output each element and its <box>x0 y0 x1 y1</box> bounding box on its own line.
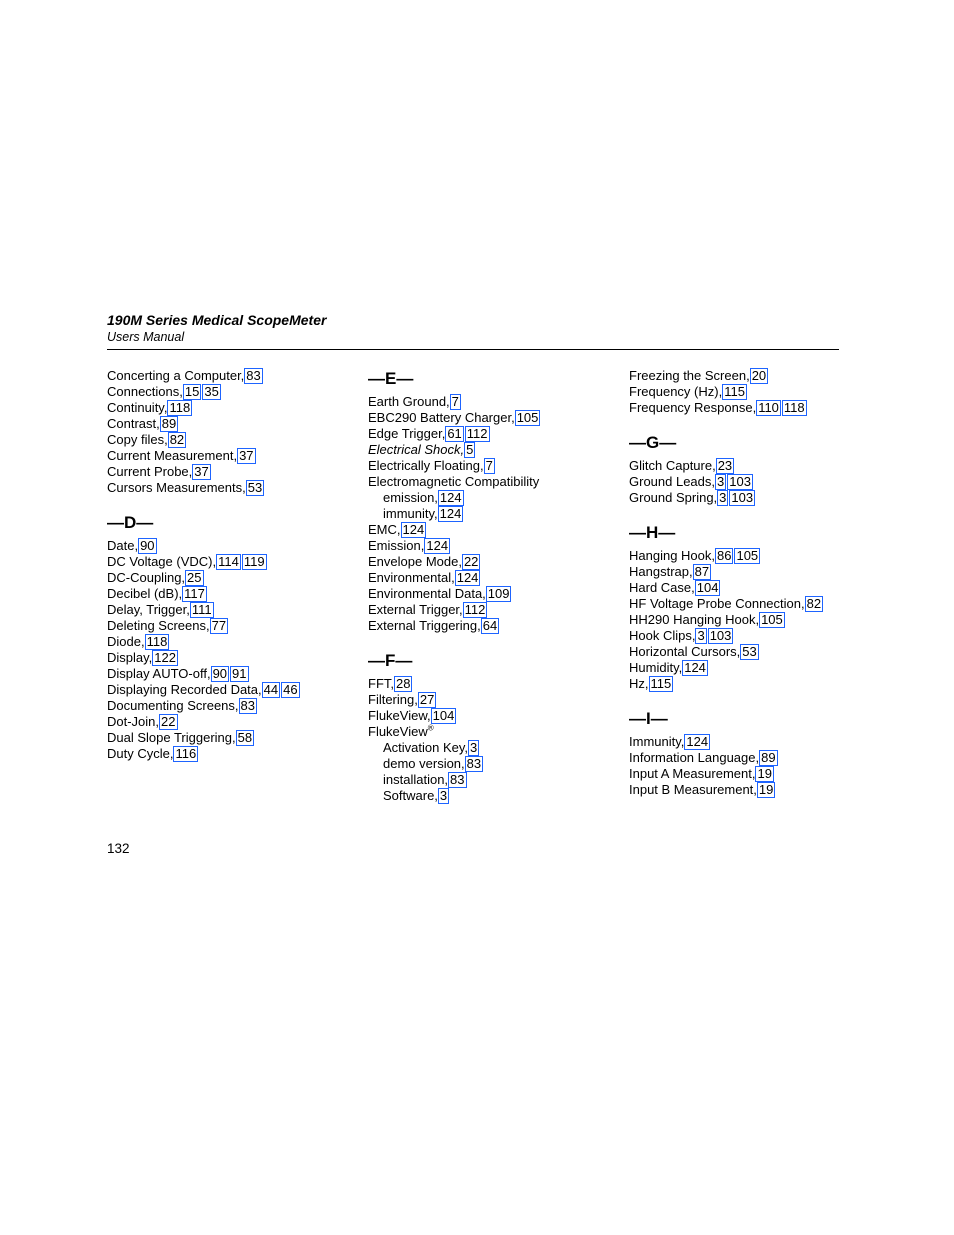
index-term: Environmental Data, <box>368 586 486 601</box>
index-entry <box>629 564 859 580</box>
index-entry <box>368 602 618 618</box>
index-entry <box>629 596 859 612</box>
index-column-1 <box>107 368 357 762</box>
page-link[interactable]: 58 <box>237 729 253 745</box>
page-link[interactable]: 46 <box>283 681 298 697</box>
page-link[interactable]: 37 <box>194 463 209 479</box>
section-heading: —I— <box>629 709 668 728</box>
index-entry <box>107 682 357 698</box>
page-link[interactable]: 44 <box>263 681 279 697</box>
index-term: Hard Case, <box>629 580 695 595</box>
index-entry <box>629 612 859 628</box>
index-term: Duty Cycle, <box>107 746 174 761</box>
index-entry <box>107 416 357 432</box>
index-entry <box>629 580 859 596</box>
index-section <box>629 522 859 692</box>
page-link[interactable]: 115 <box>724 383 745 399</box>
page-link[interactable]: 117 <box>184 585 205 601</box>
index-entry <box>368 618 618 634</box>
index-entry <box>629 766 859 782</box>
index-entry <box>368 708 618 724</box>
index-section <box>107 368 357 496</box>
index-term: Display, <box>107 650 153 665</box>
page-link[interactable]: 3 <box>717 473 725 489</box>
page-link[interactable]: 124 <box>439 505 462 521</box>
page-link[interactable]: 91 <box>232 665 247 681</box>
index-subentry <box>368 490 618 506</box>
index-entry <box>107 432 357 448</box>
index-term: Decibel (dB), <box>107 586 183 601</box>
index-entry <box>107 538 357 554</box>
page-link[interactable]: 124 <box>686 733 709 749</box>
page-link[interactable]: 64 <box>482 617 498 633</box>
index-entry <box>368 554 618 570</box>
index-entry <box>107 714 357 730</box>
index-term: Ground Leads, <box>629 474 716 489</box>
index-term: Display AUTO-off, <box>107 666 211 681</box>
page-link[interactable]: 15 <box>184 383 200 399</box>
registered-mark: ® <box>427 723 434 733</box>
index-term: Diode, <box>107 634 145 649</box>
index-term: Connections, <box>107 384 183 399</box>
index-entry <box>107 384 357 400</box>
page-link[interactable]: 3 <box>719 489 727 505</box>
index-entry <box>368 474 618 490</box>
index-entry <box>629 490 859 506</box>
page-link[interactable]: 124 <box>684 659 706 675</box>
index-term: HH290 Hanging Hook, <box>629 612 760 627</box>
page-link[interactable]: 118 <box>169 399 191 415</box>
index-term: EMC, <box>368 522 401 537</box>
index-entry <box>107 368 357 384</box>
index-entry <box>629 750 859 766</box>
index-term: Filtering, <box>368 692 418 707</box>
index-entry <box>629 644 859 660</box>
page-link[interactable]: 83 <box>466 755 482 771</box>
page-link[interactable]: 118 <box>146 633 168 649</box>
page-link[interactable]: 3 <box>439 787 448 803</box>
index-term: Current Measurement, <box>107 448 238 463</box>
index-term: Horizontal Cursors, <box>629 644 741 659</box>
index-term: Documenting Screens, <box>107 698 239 713</box>
index-entry <box>107 634 357 650</box>
page-link[interactable]: 103 <box>729 473 751 489</box>
index-entry <box>107 400 357 416</box>
page-link[interactable]: 112 <box>464 601 486 617</box>
index-entry <box>629 660 859 676</box>
index-term: Immunity, <box>629 734 685 749</box>
index-entry <box>629 734 859 750</box>
header-divider <box>107 349 839 350</box>
page-link[interactable]: 104 <box>432 707 455 723</box>
page-link[interactable]: 27 <box>419 691 435 707</box>
index-term: Electrically Floating, <box>368 458 484 473</box>
index-entry <box>629 400 859 416</box>
index-entry <box>368 394 618 410</box>
page-link[interactable]: 53 <box>247 479 263 495</box>
index-entry <box>107 698 357 714</box>
index-term: Date, <box>107 538 139 553</box>
index-entry <box>107 570 357 586</box>
page-link[interactable]: 109 <box>487 585 510 601</box>
page-link[interactable]: 20 <box>751 367 767 383</box>
index-entry <box>107 602 357 618</box>
index-term: Edge Trigger, <box>368 426 446 441</box>
page-link[interactable]: 3 <box>470 739 478 755</box>
index-entry <box>629 628 859 644</box>
index-term: DC-Coupling, <box>107 570 186 585</box>
section-heading: —F— <box>368 651 413 670</box>
index-entry <box>107 650 357 666</box>
page-link[interactable]: 124 <box>456 569 479 585</box>
index-term: Hangstrap, <box>629 564 693 579</box>
index-term: Dual Slope Triggering, <box>107 730 236 745</box>
index-term: EBC290 Battery Charger, <box>368 410 515 425</box>
index-entry <box>107 746 357 762</box>
index-term: Delay, Trigger, <box>107 602 190 617</box>
index-term: Electromagnetic Compatibility <box>368 474 540 489</box>
index-term: Information Language, <box>629 750 760 765</box>
page-link[interactable]: 103 <box>731 489 754 505</box>
index-term: DC Voltage (VDC), <box>107 554 217 569</box>
index-entry <box>107 448 357 464</box>
index-section <box>629 432 859 506</box>
page-link[interactable]: 90 <box>212 665 228 681</box>
index-term: Hook Clips, <box>629 628 696 643</box>
index-term: FlukeView <box>368 724 428 739</box>
index-term: Deleting Screens, <box>107 618 210 633</box>
section-heading: —G— <box>629 433 677 452</box>
page-link[interactable]: 35 <box>204 383 219 399</box>
index-term: FlukeView, <box>368 708 431 723</box>
index-term: installation, <box>383 772 449 787</box>
index-entry <box>629 368 859 384</box>
section-heading: —D— <box>107 513 154 532</box>
index-entry <box>368 410 618 426</box>
page-link[interactable]: 19 <box>758 781 774 797</box>
page-link[interactable]: 53 <box>742 643 757 659</box>
index-column-2 <box>368 368 618 804</box>
page-link[interactable]: 124 <box>439 489 462 505</box>
index-entry <box>107 554 357 570</box>
page-link[interactable]: 118 <box>783 399 805 415</box>
page-link[interactable]: 119 <box>243 553 265 569</box>
index-term: Concerting a Computer, <box>107 368 245 383</box>
index-term: Current Probe, <box>107 464 193 479</box>
index-term: Humidity, <box>629 660 683 675</box>
index-entry <box>107 480 357 496</box>
index-entry <box>368 724 618 740</box>
page-link[interactable]: 82 <box>169 431 185 447</box>
index-term: Software, <box>383 788 438 803</box>
index-term: Envelope Mode, <box>368 554 462 569</box>
index-term: immunity, <box>383 506 438 521</box>
index-entry <box>107 730 357 746</box>
index-term: Frequency (Hz), <box>629 384 723 399</box>
page-link[interactable]: 111 <box>191 601 212 617</box>
index-term: Frequency Response, <box>629 400 757 415</box>
page-link[interactable]: 3 <box>697 627 705 643</box>
index-subentry <box>368 788 618 804</box>
page-link[interactable]: 82 <box>806 595 822 611</box>
index-section <box>107 512 357 762</box>
index-subentry <box>368 772 618 788</box>
page-link[interactable]: 122 <box>154 649 176 665</box>
page-link[interactable]: 83 <box>246 367 261 383</box>
page-link[interactable]: 86 <box>717 547 732 563</box>
index-term: Cursors Measurements, <box>107 480 246 495</box>
index-entry <box>368 570 618 586</box>
index-entry <box>368 538 618 554</box>
page-link[interactable]: 112 <box>466 425 488 441</box>
section-heading: —H— <box>629 523 676 542</box>
index-term: Electrical Shock, <box>368 442 465 457</box>
page-link[interactable]: 37 <box>239 447 254 463</box>
index-entry <box>107 586 357 602</box>
index-term: FFT, <box>368 676 394 691</box>
index-term: Input B Measurement, <box>629 782 757 797</box>
index-term: Copy files, <box>107 432 168 447</box>
index-entry <box>629 458 859 474</box>
manual-title: 190M Series Medical ScopeMeter <box>107 312 327 328</box>
index-term: Contrast, <box>107 416 160 431</box>
index-entry <box>368 426 618 442</box>
page-link[interactable]: 89 <box>761 749 776 765</box>
page-link[interactable]: 105 <box>736 547 759 563</box>
index-entry <box>368 458 618 474</box>
index-term: External Triggering, <box>368 618 481 633</box>
index-entry <box>629 384 859 400</box>
page-link[interactable]: 83 <box>450 771 465 787</box>
index-subentry <box>368 506 618 522</box>
page-link[interactable]: 87 <box>694 563 710 579</box>
page-link[interactable]: 22 <box>463 553 479 569</box>
index-entry <box>368 676 618 692</box>
page-link[interactable]: 124 <box>426 537 449 553</box>
page-link[interactable]: 105 <box>516 409 539 425</box>
index-term: Displaying Recorded Data, <box>107 682 262 697</box>
page-link[interactable]: 25 <box>187 569 202 585</box>
index-term: Activation Key, <box>383 740 469 755</box>
page-link[interactable]: 90 <box>140 537 155 553</box>
page-link[interactable]: 77 <box>211 617 227 633</box>
page-link[interactable]: 103 <box>709 627 732 643</box>
page-link[interactable]: 28 <box>396 675 411 691</box>
index-section <box>368 650 618 804</box>
index-entry <box>368 586 618 602</box>
page-link[interactable]: 114 <box>218 553 239 569</box>
index-term: Dot-Join, <box>107 714 160 729</box>
page-link[interactable]: 23 <box>717 457 733 473</box>
index-entry <box>629 474 859 490</box>
index-entry <box>107 618 357 634</box>
index-term: Freezing the Screen, <box>629 368 750 383</box>
page-link[interactable]: 22 <box>161 713 176 729</box>
index-subentry <box>368 756 618 772</box>
index-term: External Trigger, <box>368 602 463 617</box>
index-entry <box>629 548 859 564</box>
index-term: Continuity, <box>107 400 168 415</box>
index-term: Earth Ground, <box>368 394 450 409</box>
index-section <box>629 368 859 416</box>
index-term: demo version, <box>383 756 465 771</box>
manual-subtitle: Users Manual <box>107 330 185 344</box>
page-link[interactable]: 7 <box>485 457 493 473</box>
index-term: HF Voltage Probe Connection, <box>629 596 805 611</box>
page-link[interactable]: 116 <box>175 745 197 761</box>
index-column-3 <box>629 368 859 798</box>
page-link[interactable]: 83 <box>240 697 255 713</box>
page-link[interactable]: 7 <box>451 393 459 409</box>
index-entry <box>107 666 357 682</box>
page-link[interactable]: 19 <box>757 765 772 781</box>
index-term: Environmental, <box>368 570 455 585</box>
page-link[interactable]: 104 <box>696 579 719 595</box>
index-entry <box>629 676 859 692</box>
index-term: Emission, <box>368 538 425 553</box>
index-term: Hz, <box>629 676 649 691</box>
index-term: emission, <box>383 490 438 505</box>
page-number: 132 <box>107 841 130 856</box>
index-term: Glitch Capture, <box>629 458 716 473</box>
index-entry <box>629 782 859 798</box>
index-section <box>629 708 859 798</box>
section-heading: —E— <box>368 369 414 388</box>
page-link[interactable]: 61 <box>447 425 462 441</box>
page-link[interactable]: 110 <box>758 399 779 415</box>
index-entry <box>368 522 618 538</box>
index-term: Input A Measurement, <box>629 766 756 781</box>
page-link[interactable]: 124 <box>402 521 425 537</box>
index-entry <box>368 692 618 708</box>
index-entry <box>368 442 618 458</box>
page-link[interactable]: 115 <box>650 675 672 691</box>
index-entry <box>107 464 357 480</box>
index-section <box>368 368 618 634</box>
page-link[interactable]: 105 <box>761 611 783 627</box>
index-term: Hanging Hook, <box>629 548 715 563</box>
index-subentry <box>368 740 618 756</box>
page-link[interactable]: 5 <box>466 441 474 457</box>
index-term: Ground Spring, <box>629 490 718 505</box>
page-link[interactable]: 89 <box>161 415 177 431</box>
